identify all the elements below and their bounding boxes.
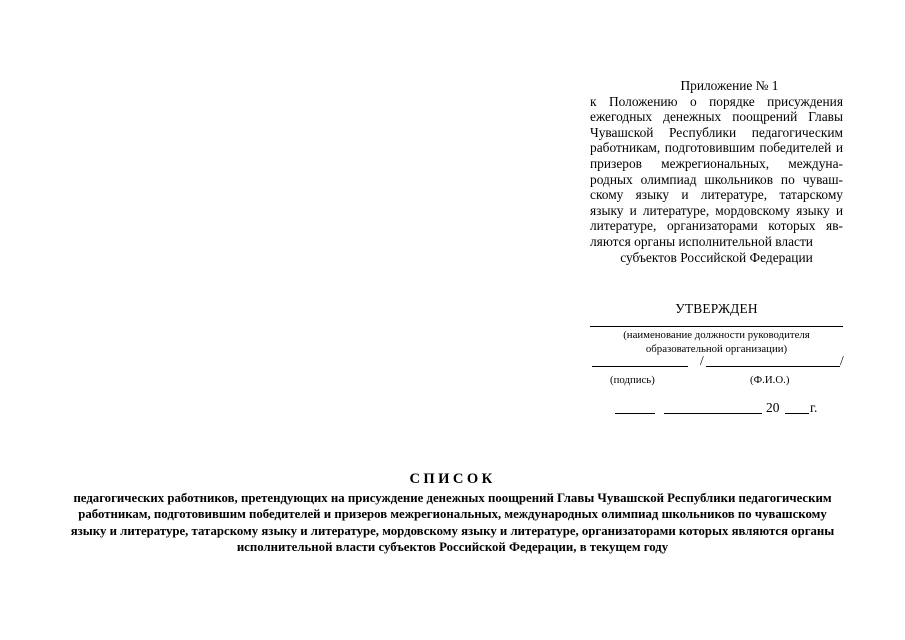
signature-row [590, 353, 844, 372]
position-caption: (наименование должности руководителя образовательной организации) [623, 329, 810, 355]
annex-title: Приложение № 1 [680, 78, 779, 93]
year-suffix: г. [810, 400, 818, 415]
slash-left: / [700, 353, 704, 368]
year-prefix: 20 [766, 400, 780, 415]
year-line [785, 413, 809, 414]
date-row [590, 400, 843, 418]
signature-captions [590, 372, 843, 388]
approval-block [590, 301, 843, 418]
name-line [706, 366, 840, 367]
position-line [590, 326, 843, 327]
annex-body-text: к Положению о порядке присуждения ежегодных денежных поощрений Главы Чувашской Республики педагогическим работникам, подготовившим победителей и призеров межрегиональных, междуна-родных олимпиад школьников по чуваш-скому языку и литературе, татарскому языку и литературе, мордовскому языку и литературе, организаторами которых яв-ляются органы исполнительной власти [590, 93, 843, 249]
signature-caption: (подпись) [610, 374, 655, 386]
list-title: СПИСОК [409, 471, 496, 487]
annex-block [590, 78, 843, 265]
name-caption: (Ф.И.О.) [750, 374, 790, 386]
approval-title: УТВЕРЖДЕН [675, 301, 758, 316]
signature-line [592, 366, 688, 367]
annex-body-last-line: субъектов Российской Федерации [620, 249, 813, 265]
slash-right: / [840, 353, 844, 368]
annex-body [590, 94, 843, 266]
list-description: педагогических работников, претендующих на присуждение денежных поощрений Главы Чувашской Республики педагогическим работникам, подготовившим победителей и призеров межрегиональных, международных олимпиад школьников по чувашскому языку и литературе, татарскому языку и литературе, мордовскому языку и литературе, организаторами которых являются органы исполнительной власти субъектов Российской Федерации, в текущем году [70, 491, 835, 555]
day-line [615, 413, 655, 414]
month-line [664, 413, 762, 414]
